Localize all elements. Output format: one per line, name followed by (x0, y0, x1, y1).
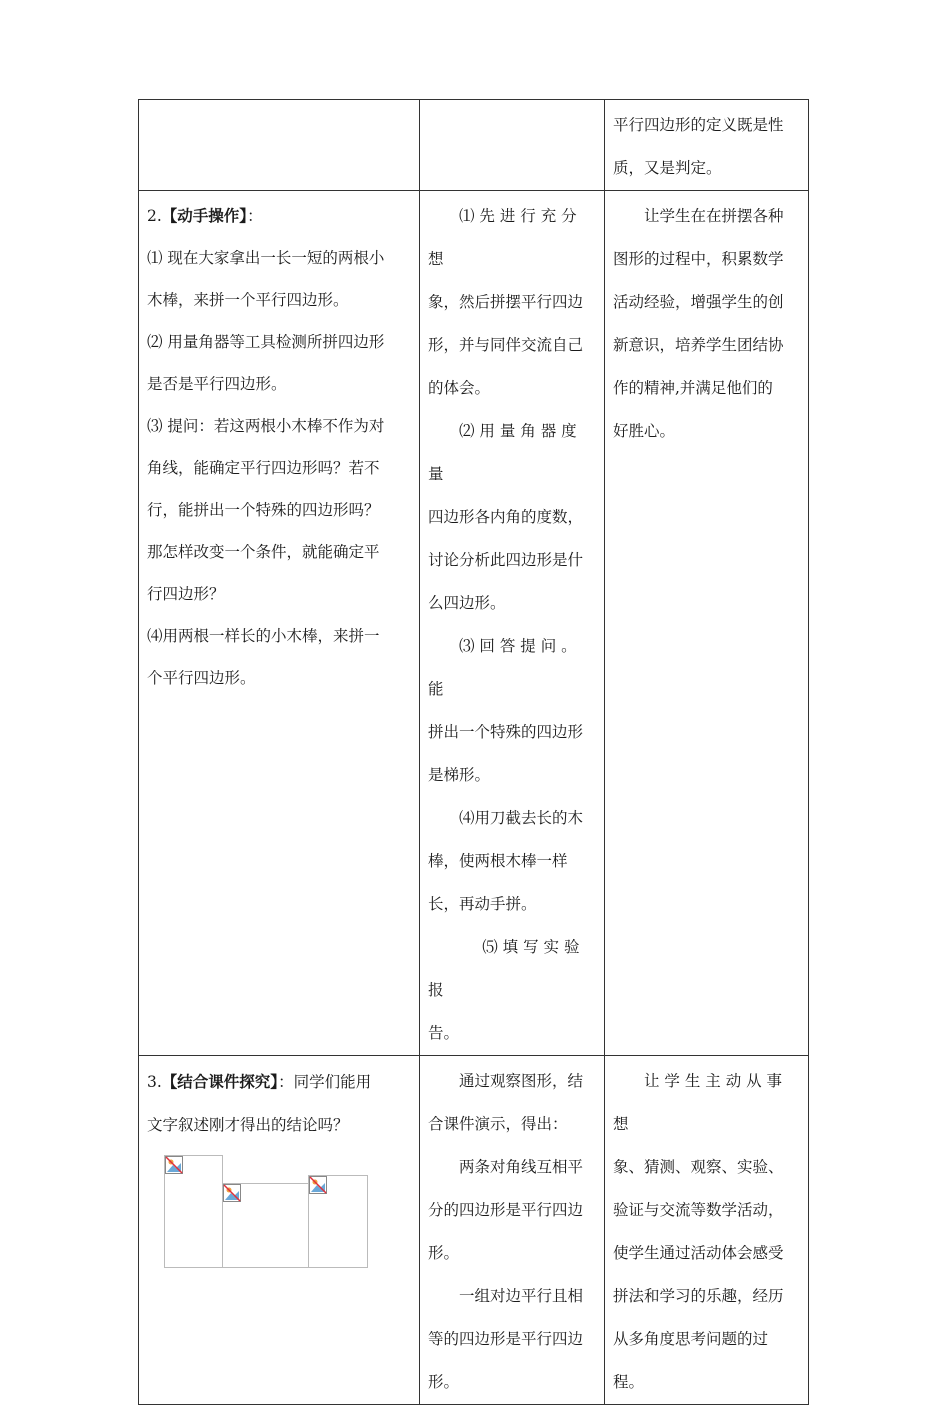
text-line: 棒，使两根木棒一样 (428, 852, 568, 870)
table-row (139, 1056, 809, 1405)
text-line: 质，又是判定。 (613, 159, 722, 177)
text-line: 活动经验，增强学生的创 (613, 293, 784, 311)
cell-row1-col1 (139, 191, 420, 1056)
heading-tail: ： (247, 207, 263, 225)
text-line: ⑴ 先 进 行 充 分 想 (428, 207, 577, 268)
text-line: 木棒，来拼一个平行四边形。 (147, 291, 349, 309)
text-line: 行四边形？ (147, 585, 225, 603)
text-line: 么四边形。 (428, 594, 506, 612)
text-line: 长，再动手拼。 (428, 895, 537, 913)
broken-image-icon (165, 1156, 183, 1174)
text-line: 四边形各内角的度数， (428, 508, 584, 526)
lesson-table (138, 99, 809, 1405)
heading-title: 【动手操作】 (161, 206, 248, 225)
cell-row0-col2 (420, 100, 605, 191)
text-line: 作的精神,并满足他们的 (613, 379, 773, 397)
text-line: ⑸ 填 写 实 验 报 (428, 938, 580, 999)
table-row (139, 100, 809, 191)
text-line: 行，能拼出一个特殊的四边形吗？ (147, 501, 380, 519)
heading-number: 2. (147, 207, 162, 225)
text-line: ⑶ 提问：若这两根小木棒不作为对 (147, 417, 385, 435)
broken-image-icon (309, 1176, 327, 1194)
text-line: 好胜心。 (613, 422, 676, 440)
heading-tail: ：同学们能用 (278, 1073, 372, 1091)
text-line: 讨论分析此四边形是什 (428, 551, 584, 569)
text-line: 让 学 生 主 动 从 事 想 (613, 1072, 783, 1133)
cell-row2-col2 (420, 1056, 605, 1405)
text-line: 形。 (428, 1373, 460, 1391)
text-line: 拼法和学习的乐趣，经历 (613, 1287, 784, 1305)
text-line: 形。 (428, 1244, 460, 1262)
text-line: 合课件演示，得出： (428, 1115, 568, 1133)
text-line: 验证与交流等数学活动， (613, 1201, 784, 1219)
text-line: 让学生在在拼摆各种 (644, 207, 784, 225)
text-line: 从多角度思考问题的过 (613, 1330, 769, 1348)
text-line: 图形的过程中，积累数学 (613, 250, 784, 268)
cell-row2-col3 (605, 1056, 809, 1405)
text-line: 拼出一个特殊的四边形 (428, 723, 584, 741)
table-row (139, 191, 809, 1056)
cell-row1-col2 (420, 191, 605, 1056)
image-placeholder (222, 1183, 309, 1268)
text-line: ⑷用刀截去长的木 (459, 809, 584, 827)
cell-row0-col1 (139, 100, 420, 191)
courseware-images (147, 1155, 412, 1273)
cell-row2-col1 (139, 1056, 420, 1405)
section-heading (147, 195, 412, 237)
text-line: ⑶ 回 答 提 问 。 能 (428, 637, 577, 698)
text-line: 等的四边形是平行四边 (428, 1330, 584, 1348)
section-heading (147, 1060, 412, 1104)
cell-row0-col3 (605, 100, 809, 191)
text-line: 个平行四边形。 (147, 669, 256, 687)
text-line: 使学生通过活动体会感受 (613, 1244, 784, 1262)
text-line: 新意识，培养学生团结协 (613, 336, 784, 354)
text-line: 角线，能确定平行四边形吗？若不 (147, 459, 380, 477)
text-line: 一组对边平行且相 (459, 1287, 584, 1305)
text-line: 象、猜测、观察、实验、 (613, 1158, 784, 1176)
text-line: ⑵ 用量角器等工具检测所拼四边形 (147, 333, 385, 351)
text-line: 是否是平行四边形。 (147, 375, 287, 393)
text-line: 文字叙述刚才得出的结论吗？ (147, 1116, 349, 1134)
text-line: 两条对角线互相平 (459, 1158, 584, 1176)
image-placeholder (164, 1155, 223, 1268)
text-line: 的体会。 (428, 379, 491, 397)
text-line: 程。 (613, 1373, 645, 1391)
text-line: ⑴ 现在大家拿出一长一短的两根小 (147, 249, 385, 267)
text-line: ⑵ 用 量 角 器 度 量 (428, 422, 577, 483)
text-line: 形，并与同伴交流自己 (428, 336, 584, 354)
cell-row1-col3 (605, 191, 809, 1056)
text-line: 象，然后拼摆平行四边 (428, 293, 584, 311)
text-line: ⑷用两根一样长的小木棒，来拼一 (147, 627, 380, 645)
text-line: 那怎样改变一个条件，就能确定平 (147, 543, 380, 561)
text-line: 通过观察图形，结 (459, 1072, 584, 1090)
broken-image-icon (223, 1184, 241, 1202)
text-line: 告。 (428, 1024, 460, 1042)
heading-number: 3. (147, 1073, 162, 1091)
text-line: 分的四边形是平行四边 (428, 1201, 584, 1219)
text-line: 是梯形。 (428, 766, 491, 784)
heading-title: 【结合课件探究】 (161, 1072, 279, 1091)
image-placeholder (308, 1175, 368, 1268)
text-line: 平行四边形的定义既是性 (613, 116, 784, 134)
